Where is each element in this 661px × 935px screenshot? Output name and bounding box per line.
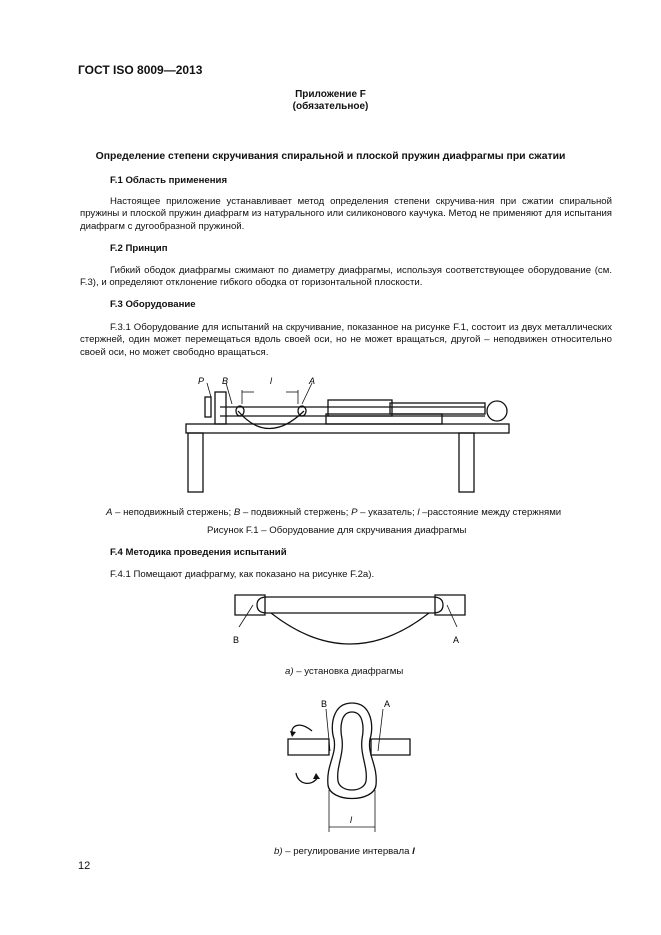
label-b: B <box>222 376 229 386</box>
caption-var: l <box>412 846 415 857</box>
bracket <box>215 392 226 424</box>
table-leg-left <box>188 433 203 492</box>
table-top <box>186 424 509 433</box>
pointer-p <box>205 397 211 417</box>
section-f4-text: F.4.1 Помещают диафрагму, как показано на рисунке F.2а). <box>110 569 375 580</box>
section-f3-title: F.3 Оборудование <box>110 299 196 310</box>
figure-f2a-caption <box>285 666 403 677</box>
diaphragm-inner <box>338 712 367 790</box>
legend-b-text: – подвижный стержень; <box>240 507 352 518</box>
annex-title: Приложение F <box>295 89 366 100</box>
legend-b: B <box>233 507 241 518</box>
section-f3-text: F.3.1 Оборудование для испытаний на скручивание, показанное на рисунке F.1, состоит из двух металлических стержней, один может перемещаться вдоль своей оси, но не может вращаться, другой – неподвижен относительно своей оси, но может свободно вращаться. <box>80 322 612 358</box>
section-f1-title: F.1 Область применения <box>110 175 228 186</box>
label-a: A <box>309 376 316 386</box>
handle-knob <box>487 401 507 421</box>
standard-id: ГОСТ ISO 8009—2013 <box>78 63 203 77</box>
legend-a: A <box>106 507 113 518</box>
page-number: 12 <box>78 860 91 872</box>
figure-f1-caption: Рисунок F.1 – Оборудование для скручивания диафрагмы <box>207 525 467 536</box>
label-l: l <box>350 815 352 825</box>
rotate-arrow-top <box>292 725 312 735</box>
rod-b <box>288 739 329 755</box>
section-f2-text: Гибкий ободок диафрагмы сжимают по диаметру диафрагмы, используя соответствующее оборудование (см. F.3), и определяют отклонение гибкого ободка от горизонтальной плоскости. <box>80 265 612 289</box>
label-l: l <box>270 376 272 386</box>
section-f2-title: F.2 Принцип <box>110 243 168 254</box>
diaphragm <box>238 411 304 429</box>
table-leg-right <box>459 433 474 492</box>
annex-status: (обязательное) <box>292 101 369 112</box>
caption-text: – регулирование интервала <box>282 846 413 857</box>
legend-p: P <box>351 507 358 518</box>
diaphragm-outer <box>328 703 376 799</box>
document-title: Определение степени скручивания спиральной и плоской пружин диафрагмы при сжатии <box>95 151 566 162</box>
figure-f1-drawing <box>180 370 520 495</box>
figure-f2b-caption <box>274 846 415 857</box>
caption-letter: b) <box>274 846 283 857</box>
rod-a <box>371 739 410 755</box>
legend-p-text: – указатель; <box>357 507 418 518</box>
legend-l: l <box>417 507 420 518</box>
diaphragm-dome <box>271 613 429 644</box>
figure-f2a-drawing <box>225 585 475 660</box>
section-f1-text: Настоящее приложение устанавливает метод определения степени скручива-ния при сжатии спиральной пружины и плоской пружин диафрагм из натурального или силиконового каучука. Метод не применяют для испытания диафрагм с дугообразной пружиной. <box>80 196 612 232</box>
label-a: A <box>453 635 460 645</box>
label-b: B <box>321 699 328 709</box>
caption-text: – установка диафрагмы <box>293 666 404 677</box>
legend-l-text: –расстояние между стержнями <box>419 507 562 518</box>
label-b: B <box>233 635 240 645</box>
section-f4-title: F.4 Методика проведения испытаний <box>110 547 287 558</box>
caption-letter: а) <box>285 666 294 677</box>
label-p: P <box>198 376 205 386</box>
figure-f2b-drawing <box>282 695 412 840</box>
legend-a-text: – неподвижный стержень; <box>112 507 234 518</box>
figure-f1-legend <box>106 507 561 518</box>
label-a: A <box>384 699 391 709</box>
diaphragm-rim <box>257 597 443 613</box>
